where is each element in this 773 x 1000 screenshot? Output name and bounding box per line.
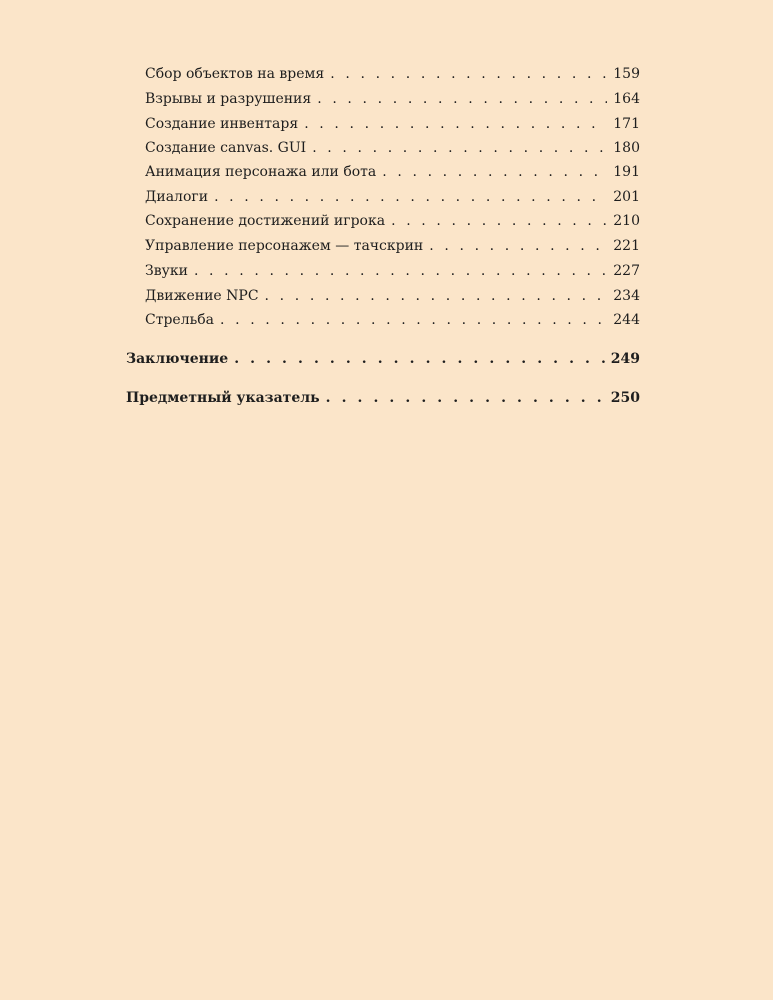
toc-entry-title: Диалоги [145,189,209,205]
toc-dot-leader [220,308,607,332]
toc-entry-title: Управление персонажем — тачскрин [145,238,424,254]
toc-dot-leader [317,87,607,111]
toc-entry[interactable] [145,209,640,233]
toc-entry[interactable] [145,160,640,184]
toc-entry-page: 191 [613,164,640,180]
toc-entry-title: Движение NPC [145,288,259,304]
toc-dot-leader [326,386,605,410]
toc-entry-title: Взрывы и разрушения [145,91,312,107]
toc-dot-leader [304,112,607,136]
toc-entry-title: Стрельба [145,312,214,328]
toc-entry-page: 164 [613,91,640,107]
toc-entry-title: Анимация персонажа или бота [145,164,377,180]
toc-entry[interactable] [145,234,640,258]
toc-dot-leader [312,136,607,160]
toc-chapter-page: 249 [610,351,640,367]
toc-entry[interactable] [145,284,640,308]
toc-dot-leader [429,234,607,258]
toc-entry-title: Сохранение достижений игрока [145,213,386,229]
toc-entry-page: 227 [613,263,640,279]
toc-entry-page: 244 [613,312,640,328]
toc-entry-page: 180 [613,140,640,156]
toc-dot-leader [194,259,607,283]
toc-entry-title: Создание инвентаря [145,116,299,132]
toc-entry[interactable] [145,112,640,136]
toc-entry-title: Сбор объектов на время [145,66,325,82]
toc-entry-page: 210 [613,213,640,229]
toc-dot-leader [330,62,607,86]
toc-dot-leader [234,347,605,371]
toc-entry[interactable] [145,185,640,209]
toc-entry[interactable] [145,62,640,86]
toc-entry[interactable] [145,87,640,111]
toc-chapter-entry[interactable] [126,386,640,410]
toc-entry-page: 201 [613,189,640,205]
toc-dot-leader [391,209,607,233]
toc-entry-page: 159 [613,66,640,82]
toc-chapter-title: Предметный указатель [126,390,320,406]
toc-entry-title: Звуки [145,263,188,279]
toc-dot-leader [214,185,607,209]
toc-entry-page: 234 [613,288,640,304]
toc-entry[interactable] [145,259,640,283]
toc-entry-page: 221 [613,238,640,254]
toc-chapter-entry[interactable] [126,347,640,371]
toc-entry[interactable] [145,136,640,160]
toc-entry[interactable] [145,308,640,332]
toc-entry-page: 171 [613,116,640,132]
toc-chapter-title: Заключение [126,351,229,367]
toc-chapter-page: 250 [610,390,640,406]
toc-entry-title: Создание canvas. GUI [145,140,307,156]
toc-dot-leader [382,160,607,184]
toc-dot-leader [265,284,608,308]
